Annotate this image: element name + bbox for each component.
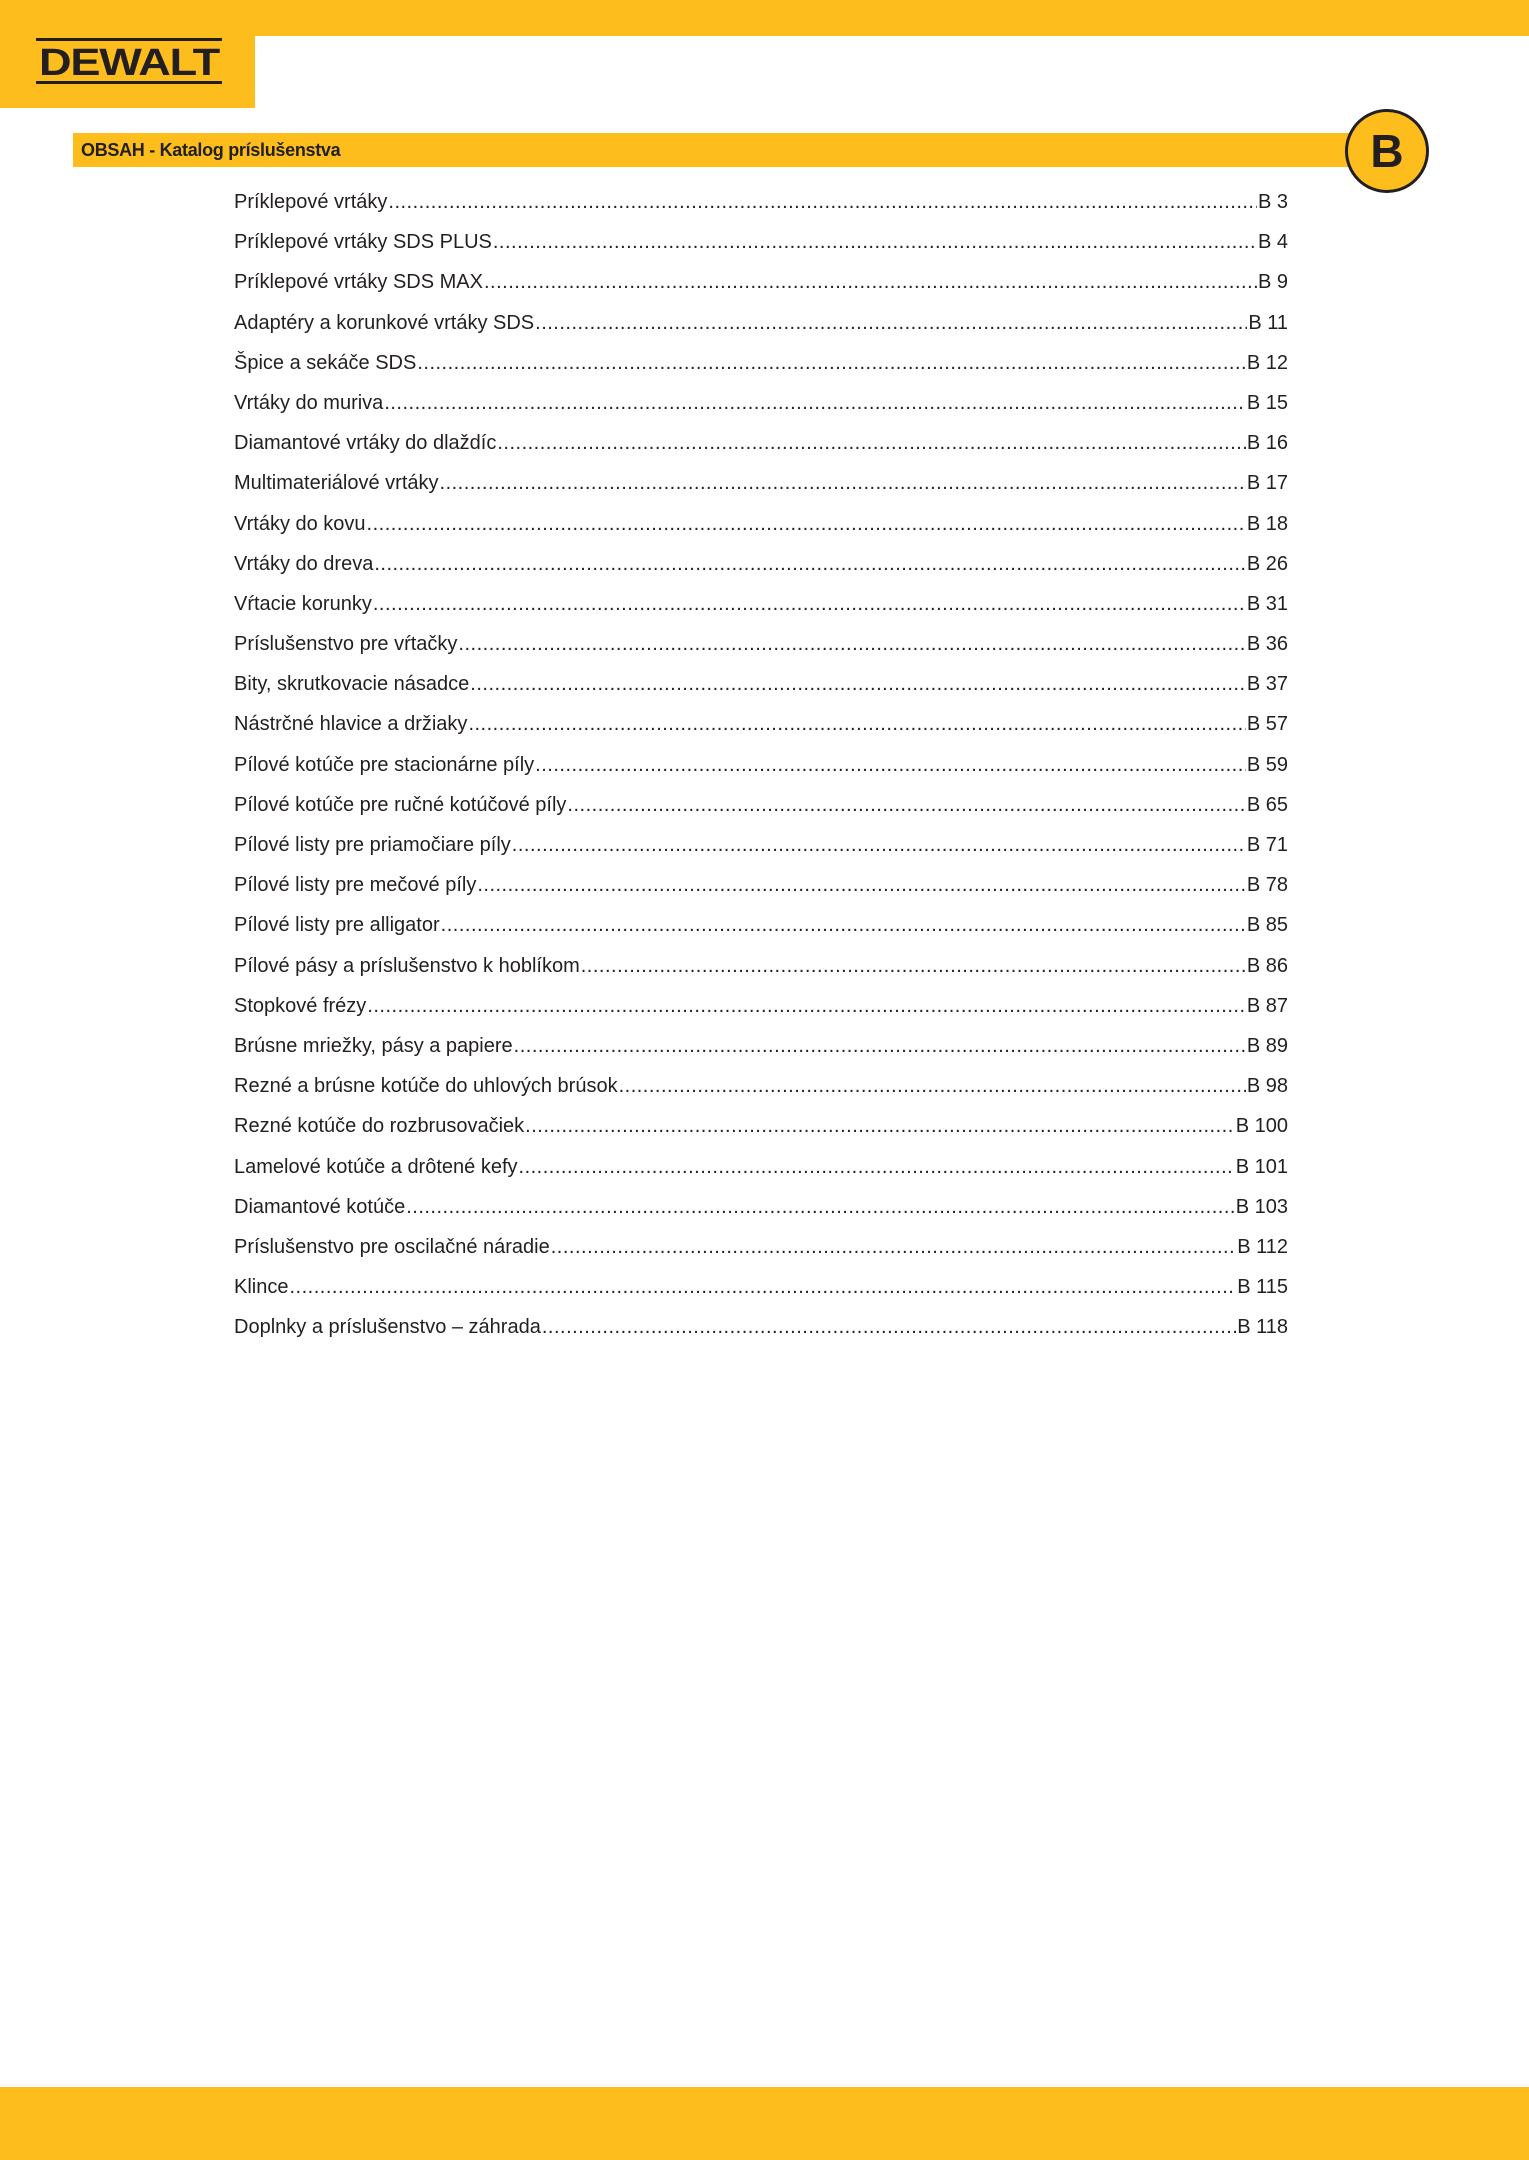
toc-entry[interactable] [234, 1227, 1288, 1267]
toc-dot-leader [441, 905, 1246, 945]
dewalt-logo [36, 38, 222, 84]
toc-entry-label: Pílové pásy a príslušenstvo k hoblíkom [234, 954, 580, 977]
toc-dot-leader [470, 664, 1246, 704]
toc-entry[interactable] [234, 1026, 1288, 1066]
logo-block [0, 0, 255, 108]
toc-entry[interactable] [234, 905, 1288, 945]
toc-dot-leader [535, 745, 1246, 785]
toc-entry-label: Vrtáky do kovu [234, 512, 366, 535]
toc-dot-leader [581, 946, 1246, 986]
toc-entry-label: Doplnky a príslušenstvo – záhrada [234, 1316, 541, 1339]
toc-entry-page: B 26 [1246, 552, 1288, 575]
toc-entry[interactable] [234, 785, 1288, 825]
toc-entry-page: B 87 [1246, 994, 1288, 1017]
toc-dot-leader [384, 383, 1246, 423]
toc-entry[interactable] [234, 303, 1288, 343]
toc-entry-page: B 112 [1237, 1235, 1288, 1258]
header-band [73, 133, 1355, 167]
toc-dot-leader [535, 303, 1247, 343]
toc-entry-page: B 59 [1246, 753, 1288, 776]
toc-entry-page: B 65 [1246, 793, 1288, 816]
toc-entry-label: Rezné kotúče do rozbrusovačiek [234, 1115, 525, 1138]
toc-entry-label: Príslušenstvo pre oscilačné náradie [234, 1235, 550, 1258]
toc-entry[interactable] [234, 745, 1288, 785]
toc-entry[interactable] [234, 463, 1288, 503]
toc-entry-page: B 78 [1246, 874, 1288, 897]
toc-entry-label: Pílové kotúče pre ručné kotúčové píly [234, 793, 567, 816]
toc-entry-page: B 18 [1246, 512, 1288, 535]
toc-entry-page: B 86 [1246, 954, 1288, 977]
toc-entry[interactable] [234, 1147, 1288, 1187]
toc-dot-leader [367, 986, 1246, 1026]
toc-entry-label: Stopkové frézy [234, 994, 367, 1017]
toc-dot-leader [525, 1106, 1235, 1146]
toc-entry[interactable] [234, 584, 1288, 624]
toc-entry-page: B 89 [1246, 1034, 1288, 1057]
toc-entry-label: Diamantové vrtáky do dlaždíc [234, 432, 497, 455]
toc-dot-leader [497, 423, 1246, 463]
toc-dot-leader [289, 1267, 1236, 1307]
toc-entry-label: Príslušenstvo pre vŕtačky [234, 633, 458, 656]
toc-dot-leader [373, 584, 1246, 624]
toc-dot-leader [484, 262, 1257, 302]
toc-entry-page: B 9 [1257, 271, 1288, 294]
toc-entry-label: Adaptéry a korunkové vrtáky SDS [234, 311, 535, 334]
toc-dot-leader [551, 1227, 1236, 1267]
toc-entry[interactable] [234, 704, 1288, 744]
toc-entry-page: B 118 [1237, 1316, 1288, 1339]
toc-dot-leader [440, 463, 1246, 503]
toc-entry-label: Nástrčné hlavice a držiaky [234, 713, 468, 736]
toc-entry-page: B 15 [1246, 391, 1288, 414]
toc-dot-leader [477, 865, 1246, 905]
toc-entry[interactable] [234, 1066, 1288, 1106]
toc-dot-leader [374, 544, 1246, 584]
toc-entry-page: B 85 [1246, 914, 1288, 937]
toc-entry-label: Rezné a brúsne kotúče do uhlových brúsok [234, 1075, 618, 1098]
page-title: OBSAH - Katalog príslušenstva [81, 140, 341, 160]
toc-dot-leader [367, 504, 1246, 544]
toc-entry-page: B 16 [1246, 432, 1288, 455]
toc-entry-page: B 17 [1246, 472, 1288, 495]
toc-entry-page: B 37 [1246, 673, 1288, 696]
toc-entry-label: Vŕtacie korunky [234, 592, 372, 615]
toc-entry-page: B 11 [1248, 311, 1288, 334]
toc-entry-label: Multimateriálové vrtáky [234, 472, 439, 495]
toc-entry-label: Príklepové vrtáky [234, 191, 388, 213]
toc-dot-leader [567, 785, 1245, 825]
toc-entry-page: B 3 [1257, 191, 1288, 213]
section-badge: B [1345, 109, 1429, 193]
toc-entry-page: B 115 [1237, 1276, 1288, 1299]
bottom-yellow-bar [0, 2087, 1529, 2160]
toc-dot-leader [619, 1066, 1246, 1106]
toc-entry[interactable] [234, 383, 1288, 423]
toc-entry-label: Bity, skrutkovacie násadce [234, 673, 470, 696]
table-of-contents [234, 182, 1288, 1347]
toc-dot-leader [388, 182, 1257, 222]
toc-entry-label: Špice a sekáče SDS [234, 351, 417, 374]
toc-entry[interactable] [234, 1187, 1288, 1227]
toc-entry-label: Klince [234, 1276, 289, 1299]
toc-entry-label: Vrtáky do muriva [234, 391, 384, 414]
toc-entry-label: Lamelové kotúče a drôtené kefy [234, 1155, 518, 1178]
toc-entry-label: Vrtáky do dreva [234, 552, 374, 575]
toc-entry[interactable] [234, 1106, 1288, 1146]
toc-entry[interactable] [234, 222, 1288, 262]
toc-entry-label: Pílové listy pre priamočiare píly [234, 834, 511, 856]
toc-entry[interactable] [234, 504, 1288, 544]
toc-entry[interactable] [234, 423, 1288, 463]
toc-entry-label: Príklepové vrtáky SDS PLUS [234, 231, 492, 254]
toc-dot-leader [519, 1147, 1235, 1187]
toc-entry-label: Príklepové vrtáky SDS MAX [234, 271, 483, 294]
toc-dot-leader [417, 343, 1246, 383]
toc-entry-label: Pílové listy pre alligator [234, 914, 440, 937]
toc-dot-leader [514, 1026, 1246, 1066]
toc-dot-leader [512, 825, 1246, 865]
toc-entry[interactable] [234, 865, 1288, 905]
toc-entry-page: B 103 [1235, 1195, 1288, 1218]
toc-entry-page: B 71 [1246, 834, 1288, 856]
toc-entry[interactable] [234, 664, 1288, 704]
toc-entry-label: Pílové listy pre mečové píly [234, 874, 477, 897]
toc-entry[interactable] [234, 544, 1288, 584]
toc-entry-page: B 36 [1246, 633, 1288, 656]
toc-entry-page: B 57 [1246, 713, 1288, 736]
toc-entry[interactable] [234, 182, 1288, 222]
toc-entry[interactable] [234, 624, 1288, 664]
toc-entry[interactable] [234, 825, 1288, 865]
toc-entry-label: Brúsne mriežky, pásy a papiere [234, 1034, 513, 1057]
dewalt-logo-text: DEWALT [39, 42, 220, 84]
toc-dot-leader [406, 1187, 1235, 1227]
toc-entry[interactable] [234, 946, 1288, 986]
toc-entry[interactable] [234, 262, 1288, 302]
toc-dot-leader [542, 1307, 1236, 1347]
toc-entry[interactable] [234, 1267, 1288, 1307]
toc-entry-page: B 100 [1235, 1115, 1288, 1138]
toc-entry-page: B 12 [1246, 351, 1288, 374]
toc-entry[interactable] [234, 1307, 1288, 1347]
toc-entry-page: B 31 [1246, 592, 1288, 615]
toc-entry-page: B 98 [1246, 1075, 1288, 1098]
toc-entry[interactable] [234, 343, 1288, 383]
toc-entry-page: B 101 [1235, 1155, 1288, 1178]
toc-dot-leader [458, 624, 1245, 664]
toc-entry[interactable] [234, 986, 1288, 1026]
toc-entry-label: Diamantové kotúče [234, 1195, 406, 1218]
toc-dot-leader [468, 704, 1245, 744]
toc-dot-leader [493, 222, 1257, 262]
toc-entry-label: Pílové kotúče pre stacionárne píly [234, 753, 535, 776]
toc-entry-page: B 4 [1257, 231, 1288, 254]
